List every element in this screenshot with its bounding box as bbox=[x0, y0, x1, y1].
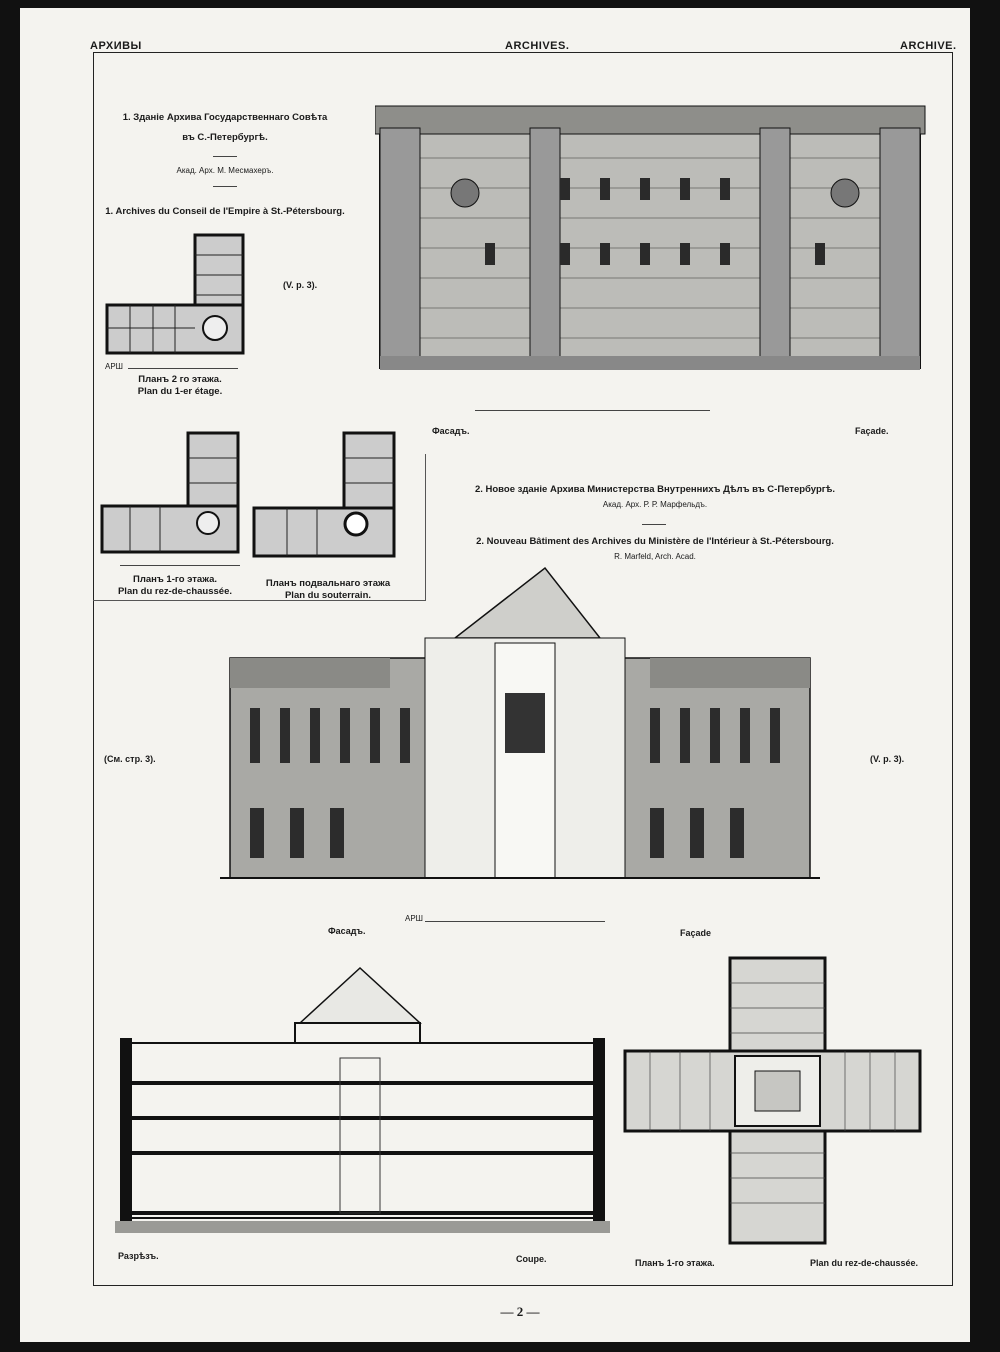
plan-cross-drawing bbox=[620, 953, 930, 1253]
s1-architect: Акад. Арх. М. Месмахеръ. bbox=[176, 166, 274, 175]
facade-2-label-ru: Фасадъ. bbox=[328, 926, 366, 936]
scale-bar bbox=[475, 410, 710, 411]
s2-ref-ru: (См. стр. 3). bbox=[104, 754, 156, 764]
plan-upper-floor-drawing bbox=[105, 230, 255, 360]
plan-ground-ru: Планъ 1-го этажа. bbox=[132, 574, 217, 585]
facade-2-label-fr: Façade bbox=[680, 928, 712, 938]
s1-title-ru-1: 1. Зданiе Архива Государственнаго Совѣта bbox=[122, 112, 328, 123]
plan-ground-fr: Plan du rez-de-chaussée. bbox=[117, 586, 233, 597]
s2-architect-ru: Акад. Арх. Р. Р. Марфельдъ. bbox=[602, 500, 708, 509]
section-label-fr: Coupe. bbox=[516, 1254, 547, 1264]
plan-basement-fr: Plan du souterrain. bbox=[284, 590, 372, 601]
s2-architect-fr: R. Marfeld, Arch. Acad. bbox=[614, 552, 696, 561]
scale-bar bbox=[425, 921, 605, 922]
plan-upper-scale: АРШ bbox=[105, 362, 124, 371]
facade-1-drawing bbox=[375, 98, 931, 383]
scale-bar bbox=[128, 368, 238, 369]
facade-2-drawing bbox=[210, 563, 830, 893]
header-left: АРХИВЫ bbox=[90, 40, 142, 52]
s2-title-ru: 2. Новое зданiе Архива Министерства Внутреннихъ Дѣлъ въ С-Петербургѣ. bbox=[474, 484, 836, 495]
page bbox=[20, 8, 970, 1342]
facade-1-label-ru: Фасадъ. bbox=[432, 426, 470, 436]
s2-ref-fr: (V. p. 3). bbox=[870, 754, 905, 764]
facade-1-label-fr: Façade. bbox=[855, 426, 889, 436]
s1-title-ru-2: въ С.-Петербургѣ. bbox=[182, 132, 268, 143]
s2-title-fr: 2. Nouveau Bâtiment des Archives du Ministère de l'Intérieur à St.-Pétersbourg. bbox=[476, 536, 834, 547]
header-center: ARCHIVES. bbox=[505, 40, 570, 52]
s1-ref: (V. p. 3). bbox=[283, 280, 318, 290]
plan-basement-ru: Планъ подвальнаго этажа bbox=[265, 578, 391, 589]
plan-upper-fr: Plan du 1-er étage. bbox=[137, 386, 223, 397]
plan-cross-label-ru: Планъ 1-го этажа. bbox=[635, 1258, 715, 1268]
divider bbox=[213, 186, 237, 187]
section-label-ru: Разрѣзъ. bbox=[118, 1251, 159, 1261]
divider bbox=[642, 524, 666, 525]
facade-2-scale-label: АРШ bbox=[405, 914, 424, 923]
s1-title-fr: 1. Archives du Conseil de l'Empire à St.-Pétersbourg. bbox=[105, 206, 345, 217]
divider bbox=[213, 156, 237, 157]
plan-cross-label-fr: Plan du rez-de-chaussée. bbox=[810, 1258, 919, 1268]
page-number: — 2 — bbox=[500, 1304, 540, 1319]
plan-upper-ru: Планъ 2 го этажа. bbox=[138, 374, 222, 385]
section-drawing bbox=[115, 963, 610, 1243]
header-right: ARCHIVE. bbox=[900, 40, 957, 52]
